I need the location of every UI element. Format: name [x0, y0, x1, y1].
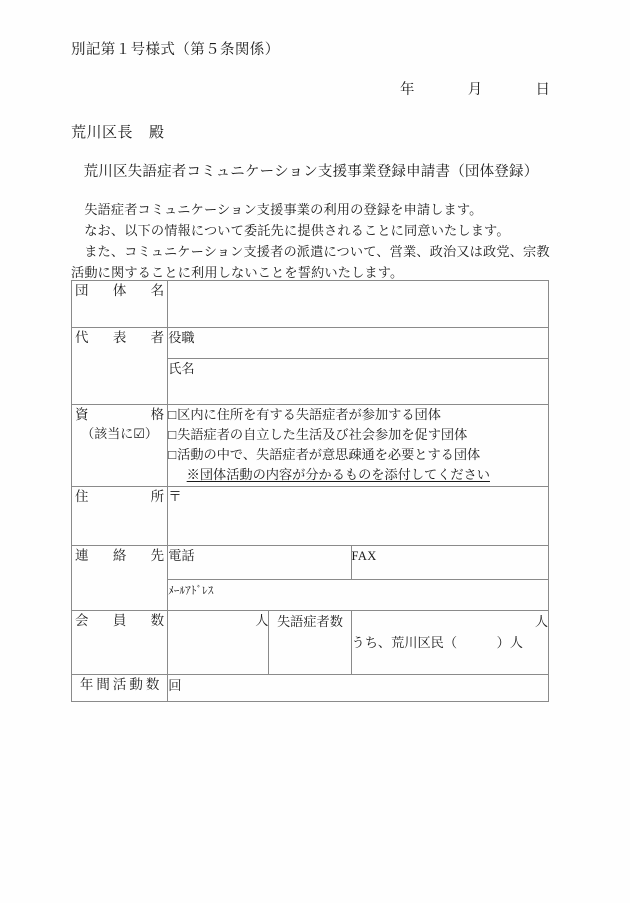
fax-field[interactable]	[351, 546, 548, 580]
qualification-option-3-label: 活動の中で、失語症者が意思疎通を必要とする団体	[177, 447, 481, 462]
representative-position-label: 役職	[168, 330, 195, 345]
member-count-label: 会員数	[72, 611, 168, 675]
date-day-label: 日	[535, 82, 550, 98]
date-month-label: 月	[467, 82, 483, 98]
body-paragraph-1: 失語症者コミュニケーション支援事業の利用の登録を申請します。	[84, 202, 483, 217]
body-paragraph-3: また、コミュニケーション支援者の派遣について、営業、政治又は政党、宗教活動に関することに利用しないことを誓約いたします。	[71, 244, 550, 280]
contact-label: 連絡先	[72, 546, 168, 611]
address-label: 住所	[72, 487, 168, 546]
qualification-option-2[interactable]	[168, 425, 548, 445]
aphasia-count-input[interactable]	[351, 611, 548, 675]
body-paragraph-2: なお、以下の情報について委託先に提供されることに同意いたします。	[84, 223, 510, 238]
form-number: 別記第１号様式（第５条関係）	[71, 42, 280, 58]
date-year-label: 年	[400, 82, 415, 98]
checkbox-icon[interactable]: □	[168, 407, 177, 422]
aphasia-count-unit: 人	[534, 614, 548, 629]
checkbox-icon[interactable]: □	[168, 447, 177, 462]
qualification-options	[168, 405, 549, 487]
table-row-qualification	[72, 405, 549, 487]
table-row-contact-phone	[72, 546, 549, 580]
arakawa-resident-line: うち、荒川区民（ ）人	[351, 635, 523, 650]
annual-activity-input[interactable]	[168, 675, 549, 702]
group-name-input[interactable]	[168, 281, 549, 328]
qualification-option-3[interactable]	[168, 445, 548, 465]
qualification-label: 資格 （該当に☑）	[72, 405, 168, 487]
qualification-option-1-label: 区内に住所を有する失語症者が参加する団体	[177, 407, 441, 422]
address-input[interactable]	[168, 487, 549, 546]
annual-activity-label: 年間活動数	[72, 675, 168, 702]
table-row-member-count	[72, 611, 549, 675]
addressee-name: 荒川区長	[71, 125, 134, 141]
page-title: 荒川区失語症者コミュニケーション支援事業登録申請書（団体登録）	[83, 164, 539, 180]
phone-field[interactable]	[168, 546, 351, 580]
member-count-unit: 人	[255, 613, 269, 628]
phone-label: 電話	[168, 548, 195, 563]
email-label: ﾒｰﾙｱﾄﾞﾚｽ	[168, 585, 214, 597]
table-row-representative-position	[72, 328, 549, 359]
qualification-option-1[interactable]	[168, 405, 548, 425]
representative-position-field[interactable]	[168, 328, 549, 359]
date-line	[400, 78, 550, 99]
addressee-honorific: 殿	[149, 125, 165, 141]
checkbox-icon[interactable]: □	[168, 427, 177, 442]
qualification-sub-label: （該当に☑）	[81, 426, 158, 441]
annual-activity-unit: 回	[168, 678, 182, 693]
member-count-input[interactable]	[168, 611, 269, 675]
email-field[interactable]	[168, 580, 549, 611]
table-row-group-name	[72, 281, 549, 328]
representative-label: 代表者	[72, 328, 168, 405]
qualification-note: ※団体活動の内容が分かるものを添付してください	[186, 467, 490, 482]
application-form-table	[71, 280, 549, 702]
fax-label: FAX	[351, 549, 377, 563]
group-name-label: 団体名	[72, 281, 168, 328]
postal-mark-icon: 〒	[168, 489, 182, 504]
aphasia-count-label: 失語症者数	[269, 611, 351, 675]
qualification-option-2-label: 失語症者の自立した生活及び社会参加を促す団体	[177, 427, 468, 442]
addressee	[71, 121, 165, 142]
representative-name-label: 氏名	[168, 361, 195, 376]
representative-name-field[interactable]	[168, 359, 549, 405]
table-row-annual-activity	[72, 675, 549, 702]
table-row-address	[72, 487, 549, 546]
body-text	[71, 199, 551, 283]
